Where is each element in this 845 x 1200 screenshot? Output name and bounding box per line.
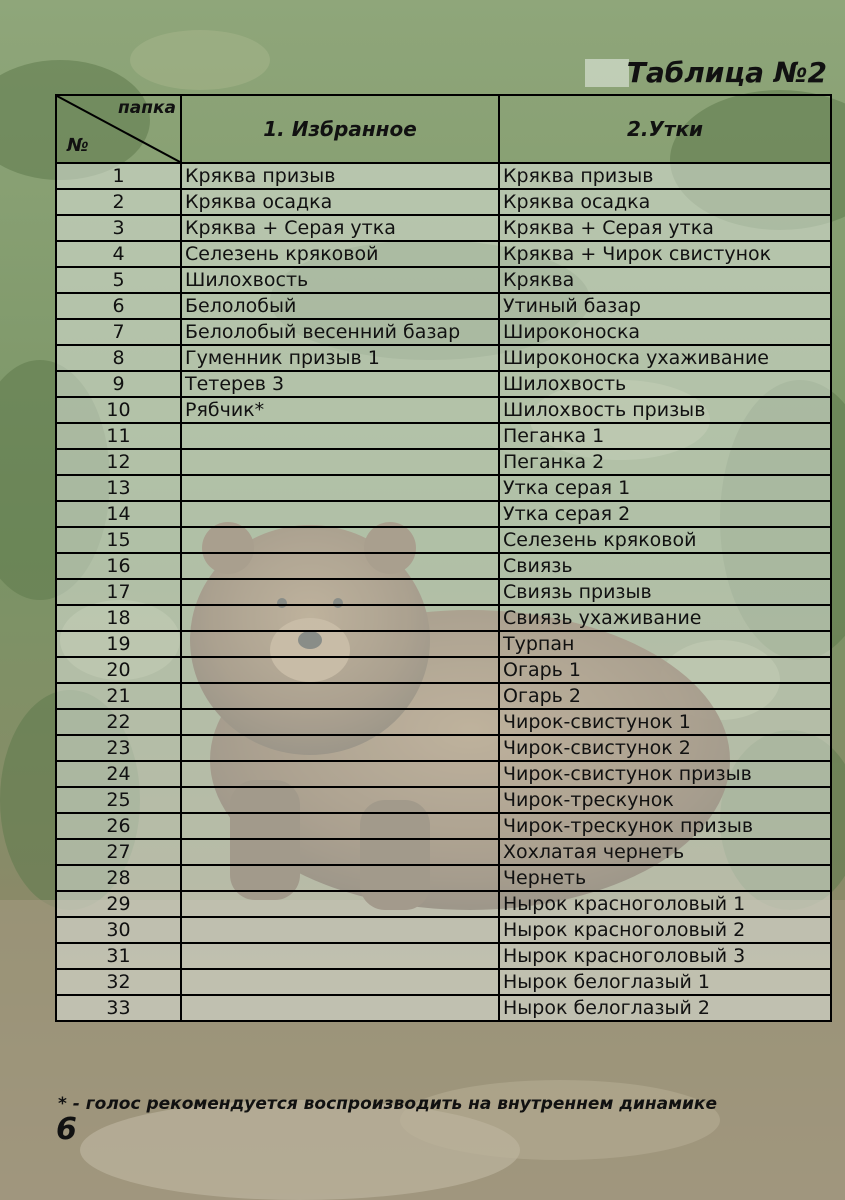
- row-favorite: [181, 995, 499, 1021]
- table-header-row: [56, 95, 831, 163]
- row-duck: Чирок-свистунок 2: [499, 735, 831, 761]
- row-number: 7: [56, 319, 181, 345]
- row-duck: Широконоска ухаживание: [499, 345, 831, 371]
- row-duck: Нырок красноголовый 2: [499, 917, 831, 943]
- table-row: [56, 397, 831, 423]
- row-favorite: [181, 709, 499, 735]
- row-favorite: [181, 839, 499, 865]
- row-duck: Чернеть: [499, 865, 831, 891]
- row-duck: Чирок-трескунок: [499, 787, 831, 813]
- row-favorite: Рябчик*: [181, 397, 499, 423]
- row-duck: Огарь 2: [499, 683, 831, 709]
- row-favorite: [181, 969, 499, 995]
- row-favorite: Кряква призыв: [181, 163, 499, 189]
- row-duck: Свиязь ухаживание: [499, 605, 831, 631]
- row-duck: Свиязь: [499, 553, 831, 579]
- row-duck: Широконоска: [499, 319, 831, 345]
- row-duck: Турпан: [499, 631, 831, 657]
- page-title: Таблица №2: [626, 56, 827, 89]
- row-number: 22: [56, 709, 181, 735]
- table-row: [56, 917, 831, 943]
- row-number: 29: [56, 891, 181, 917]
- table-row: [56, 319, 831, 345]
- table-row: [56, 787, 831, 813]
- row-favorite: [181, 605, 499, 631]
- row-number: 4: [56, 241, 181, 267]
- table-row: [56, 475, 831, 501]
- row-number: 30: [56, 917, 181, 943]
- sound-table: [55, 94, 832, 1022]
- table-row: [56, 943, 831, 969]
- row-number: 23: [56, 735, 181, 761]
- header-col-favorites: 1. Избранное: [181, 95, 499, 163]
- row-favorite: [181, 579, 499, 605]
- row-number: 1: [56, 163, 181, 189]
- row-number: 9: [56, 371, 181, 397]
- row-favorite: [181, 943, 499, 969]
- row-number: 27: [56, 839, 181, 865]
- row-favorite: Гуменник призыв 1: [181, 345, 499, 371]
- header-number-label: №: [67, 135, 89, 156]
- row-favorite: [181, 787, 499, 813]
- row-duck: Свиязь призыв: [499, 579, 831, 605]
- table-row: [56, 709, 831, 735]
- row-favorite: [181, 423, 499, 449]
- row-number: 31: [56, 943, 181, 969]
- row-favorite: Шилохвость: [181, 267, 499, 293]
- row-duck: Кряква + Серая утка: [499, 215, 831, 241]
- row-number: 8: [56, 345, 181, 371]
- row-duck: Шилохвость: [499, 371, 831, 397]
- row-number: 20: [56, 657, 181, 683]
- table-row: [56, 995, 831, 1021]
- row-favorite: [181, 449, 499, 475]
- table-row: [56, 683, 831, 709]
- row-duck: Селезень кряковой: [499, 527, 831, 553]
- row-favorite: [181, 657, 499, 683]
- table-row: [56, 267, 831, 293]
- row-number: 21: [56, 683, 181, 709]
- page-number: 6: [56, 1112, 77, 1147]
- table-row: [56, 969, 831, 995]
- row-duck: Нырок красноголовый 3: [499, 943, 831, 969]
- table-row: [56, 293, 831, 319]
- table-row: [56, 241, 831, 267]
- row-duck: Нырок красноголовый 1: [499, 891, 831, 917]
- row-favorite: [181, 813, 499, 839]
- row-number: 28: [56, 865, 181, 891]
- row-favorite: [181, 475, 499, 501]
- row-number: 12: [56, 449, 181, 475]
- row-favorite: [181, 917, 499, 943]
- row-number: 11: [56, 423, 181, 449]
- row-favorite: Селезень кряковой: [181, 241, 499, 267]
- row-number: 13: [56, 475, 181, 501]
- row-duck: Огарь 1: [499, 657, 831, 683]
- row-favorite: [181, 553, 499, 579]
- row-duck: Чирок-свистунок 1: [499, 709, 831, 735]
- table-row: [56, 579, 831, 605]
- row-favorite: [181, 735, 499, 761]
- row-number: 14: [56, 501, 181, 527]
- row-number: 19: [56, 631, 181, 657]
- row-number: 33: [56, 995, 181, 1021]
- row-favorite: [181, 683, 499, 709]
- row-duck: Кряква осадка: [499, 189, 831, 215]
- row-number: 24: [56, 761, 181, 787]
- row-favorite: Белолобый весенний базар: [181, 319, 499, 345]
- row-number: 16: [56, 553, 181, 579]
- table-row: [56, 501, 831, 527]
- row-number: 18: [56, 605, 181, 631]
- table-row: [56, 449, 831, 475]
- row-number: 10: [56, 397, 181, 423]
- header-corner-cell: [56, 95, 181, 163]
- row-duck: Хохлатая чернеть: [499, 839, 831, 865]
- row-favorite: [181, 527, 499, 553]
- table-row: [56, 189, 831, 215]
- row-duck: Нырок белоглазый 1: [499, 969, 831, 995]
- row-duck: Нырок белоглазый 2: [499, 995, 831, 1021]
- table-row: [56, 527, 831, 553]
- row-favorite: [181, 501, 499, 527]
- row-favorite: [181, 761, 499, 787]
- row-number: 15: [56, 527, 181, 553]
- table-row: [56, 865, 831, 891]
- row-duck: Чирок-трескунок призыв: [499, 813, 831, 839]
- row-favorite: Белолобый: [181, 293, 499, 319]
- table-row: [56, 761, 831, 787]
- row-duck: Пеганка 2: [499, 449, 831, 475]
- row-duck: Пеганка 1: [499, 423, 831, 449]
- table-row: [56, 345, 831, 371]
- row-number: 25: [56, 787, 181, 813]
- row-duck: Кряква: [499, 267, 831, 293]
- table-row: [56, 553, 831, 579]
- title-decoration: [585, 59, 629, 87]
- row-favorite: [181, 891, 499, 917]
- table-row: [56, 631, 831, 657]
- header-folder-label: папка: [118, 98, 176, 118]
- row-number: 5: [56, 267, 181, 293]
- row-number: 2: [56, 189, 181, 215]
- row-duck: Шилохвость призыв: [499, 397, 831, 423]
- row-number: 26: [56, 813, 181, 839]
- table-row: [56, 735, 831, 761]
- table-row: [56, 657, 831, 683]
- row-duck: Утиный базар: [499, 293, 831, 319]
- row-duck: Чирок-свистунок призыв: [499, 761, 831, 787]
- row-favorite: Кряква осадка: [181, 189, 499, 215]
- row-duck: Утка серая 1: [499, 475, 831, 501]
- table-row: [56, 371, 831, 397]
- table-row: [56, 813, 831, 839]
- row-favorite: Тетерев 3: [181, 371, 499, 397]
- table-row: [56, 605, 831, 631]
- table-row: [56, 839, 831, 865]
- table-row: [56, 215, 831, 241]
- table-row: [56, 891, 831, 917]
- row-duck: Утка серая 2: [499, 501, 831, 527]
- table-row: [56, 163, 831, 189]
- header-col-ducks: 2.Утки: [499, 95, 831, 163]
- table-row: [56, 423, 831, 449]
- row-number: 32: [56, 969, 181, 995]
- row-number: 3: [56, 215, 181, 241]
- row-number: 17: [56, 579, 181, 605]
- row-favorite: Кряква + Серая утка: [181, 215, 499, 241]
- row-favorite: [181, 631, 499, 657]
- row-number: 6: [56, 293, 181, 319]
- row-favorite: [181, 865, 499, 891]
- row-duck: Кряква + Чирок свистунок: [499, 241, 831, 267]
- footnote: * - голос рекомендуется воспроизводить на внутреннем динамике: [58, 1094, 717, 1114]
- row-duck: Кряква призыв: [499, 163, 831, 189]
